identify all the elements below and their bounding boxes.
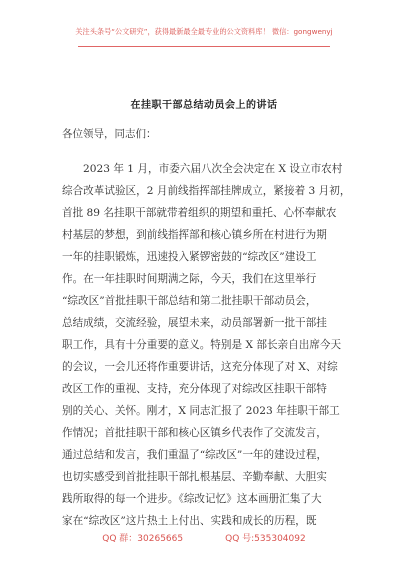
body-line: 的会议，一会儿还将作重要讲话，这充分体现了对 X、对综 [62, 361, 338, 373]
body-line: 践所取得的每一个进步。《综改记忆》这本画册汇集了大 [62, 493, 322, 505]
body-line: 家在“综改区”这片热土上付出、实践和成长的历程，既 [62, 515, 317, 527]
document-title: 在挂职干部总结动员会上的讲话 [130, 100, 278, 111]
body-line: “综改区”首批挂职干部总结和第二批挂职干部动员会， [62, 295, 317, 307]
salutation: 各位领导，同志们： [62, 128, 157, 140]
body-line: 作。在一年挂职时间期满之际，今天，我们在这里举行 [62, 273, 317, 285]
body-line: 总结成绩，交流经验，展望未来，动员部署新一批干部挂 [62, 317, 327, 329]
body-line: 别的关心、关怀。刚才，X 同志汇报了 2023 年挂职干部工 [62, 405, 340, 417]
body-line: 首批 89 名挂职干部就带着组织的期望和重托、心怀奉献农 [62, 207, 337, 219]
footer-contact [0, 531, 408, 544]
body-text [62, 158, 352, 532]
body-line: 一年的挂职锻炼，迅速投入紧锣密鼓的“综改区”建设工 [62, 251, 317, 263]
body-line: 综合改革试验区，2 月前线指挥部挂牌成立，紧接着 3 月初， [62, 185, 351, 197]
body-line: 职工作，具有十分重要的意义。特别是 X 部长亲自出席今天 [62, 339, 342, 351]
body-line: 作情况；首批挂职干部和核心区镇乡代表作了交流发言， [62, 427, 327, 439]
header-divider [78, 46, 330, 47]
footer-qq: QQ 号:535304092 [225, 534, 306, 544]
body-line: 改区工作的重视、支持，充分体现了对综改区挂职干部特 [62, 383, 327, 395]
body-line: 2023 年 1 月，市委六届八次全会决定在 X 设立市农村 [83, 163, 343, 175]
body-line: 村基层的梦想，到前线指挥部和核心镇乡所在村进行为期 [62, 229, 327, 241]
body-line: 也切实感受到首批挂职干部扎根基层、辛勤奉献、大胆实 [62, 471, 327, 483]
footer-qq-group: QQ 群：30265665 [102, 534, 184, 544]
body-line: 通过总结和发言，我们重温了“综改区”一年的建设过程， [62, 449, 328, 461]
header-banner: 关注头条号“公文研究”，获得最新最全最专业的公文资料库！ 微信：gongwenyj [75, 27, 333, 36]
